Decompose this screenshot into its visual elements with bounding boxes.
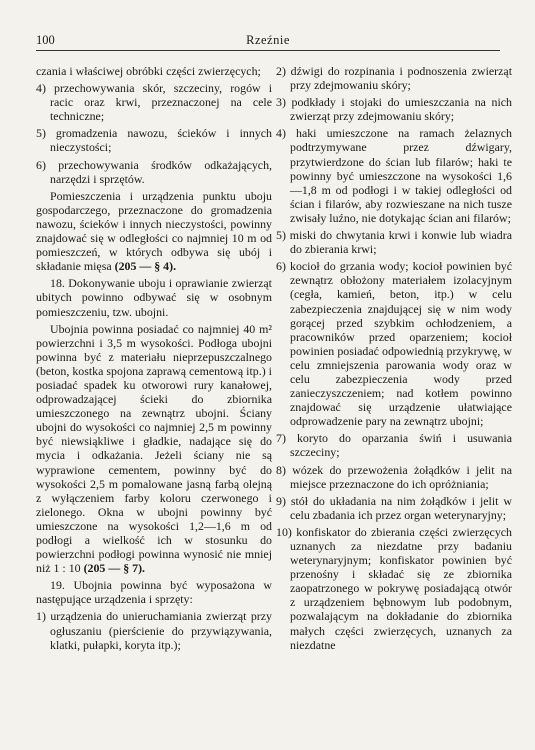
legal-reference: (205 — § 7). [83,561,146,576]
paragraph [276,259,512,428]
paragraph-text: czania i właściwej obróbki części zwierzęcych; [36,64,261,78]
paragraph-text: 8) wózek do przewożenia żołądków i jelit na miejsce przeznaczone do ich opróżniania; [276,462,512,491]
paragraph-text: 9) stół do układania na nim żołądków i jelit w celu zbadania ich przez organ weterynaryjny; [276,493,512,522]
paragraph-text: 4) przechowywania skór, szczeciny, rogów i racic oraz krwi, przeznaczonej na cele techniczne; [36,81,272,124]
paragraph [276,463,512,491]
paragraph [276,95,512,123]
paragraph [36,64,272,78]
paragraph-text: 18. Dokonywanie uboju i oprawianie zwierząt ubitych powinno odbywać się w osobnym pomieszczeniu, tzw. ubojni. [36,276,272,319]
page-number: 100 [36,33,55,47]
paragraph [276,228,512,256]
paragraph [36,189,272,274]
paragraph-text: 5) gromadzenia nawozu, ścieków i innych nieczystości; [36,126,272,155]
paragraph-text: 1) urządzenia do unieruchamiania zwierząt przy ogłuszaniu (pierścienie do przywiązywania, klatki, pułapki, koryta itp.); [36,609,272,652]
paragraph-text: 4) haki umieszczone na ramach żelaznych podtrzymywane przez dźwigary, przytwierdzone do ścian lub filarów; haki te powinny być umieszczone na wysokości 1,6—1,8 m od podłogi i w takiej odległości od ścian i filarów, aby rozwieszane na nich tusze zwisały luźno, nie dotykając ścian ani filarów; [276,126,512,225]
paragraph [36,322,272,576]
paragraph-text: 10) konfiskator do zbierania części zwierzęcych uznanych za niezdatne przy badaniu weterynaryjnym; konfiskator powinien być przenośny i składać się ze zbiornika zaopatrzonego w pokrywę posiadającą otwór z urządzeniem bębnowym lub podobnym, pozwalającym na dokładanie do zbiornika małych części zwierzęcych, uznanych za niezdatne [276,524,512,652]
paragraph-text: 2) dźwigi do rozpinania i podnoszenia zwierząt przy zdejmowaniu skóry; [276,64,512,93]
paragraph-text: 5) miski do chwytania krwi i konwie lub wiadra do zbierania krwi; [276,228,512,257]
paragraph [36,81,272,123]
paragraph-text: 19. Ubojnia powinna być wyposażona w następujące urządzenia i sprzęty: [36,578,272,607]
paragraph [276,126,512,225]
paragraph [36,126,272,154]
paragraph [36,276,272,318]
paragraph [36,578,272,606]
paragraph-text: 6) przechowywania środków odkażających, narzędzi i sprzętów. [36,157,272,186]
paragraph-text: 3) podkłady i stojaki do umieszczania na nich zwierząt przy zdejmowaniu skóry; [276,95,512,124]
left-column [36,64,272,655]
paragraph-text: Pomieszczenia i urządzenia punktu uboju gospodarczego, przeznaczone do gromadzenia nawozu, ścieków i innych nieczystości, powinny znajdować się w odległości co najmniej 10 m od pomieszczeń, w których odbywa się ubój i składanie mięsa [36,188,272,274]
paragraph [36,158,272,186]
paragraph-text: 7) koryto do oparzania świń i usuwania szczeciny; [276,431,512,460]
paragraph-text: 6) kocioł do grzania wody; kocioł powinien być zewnątrz obłożony materiałem izolacyjnym (cegła, kamień, beton, itp.) w celu zabezpieczenia znajdującej się w nim wody gorącej przed szybkim ochłodzeniem, a pracowników przed oparzeniem; kocioł powinien posiadać odpowiednią przykrywę, w celu zmniejszenia parowania wody oraz w celu zabezpieczenia wody przed zanieczyszczeniem; nad kotłem powinno znajdować się urządzenie ułatwiające odprowadzenie pary na zewnątrz ubojni; [276,259,512,429]
paragraph [276,431,512,459]
right-column [276,64,512,655]
paragraph [276,64,512,92]
legal-reference: (205 — § 4). [114,259,177,274]
running-title: Rzeźnie [246,33,290,47]
paragraph [276,494,512,522]
paragraph [276,525,512,652]
paragraph-text: Ubojnia powinna posiadać co najmniej 40 m² powierzchni i 3,5 m wysokości. Podłoga ubojni powinna być z materiału nieprzepuszczalnego (beton, kostka spojona zaprawą cementową itp.) i posiadać spadek ku otworowi rury kanałowej, odprowadzającej ścieki do zbiornika umieszczonego na zewnątrz ubojni. Ściany ubojni do wysokości co najmniej 2,5 m powinny być niewsiąkliwe i gładkie, nadające się do mycia i odkażania. Jeżeli ściany nie są wyprawione cementem, powinny być do wysokości 2,5 m pomalowane jasną farbą olejną z wyłączeniem farby koloru czerwonego i zielonego. Okna w ubojni powinny być umieszczone na wysokości 1,2—1,6 m od podłogi a wielkość ich w stosunku do powierzchni podłogi powinna wynosić nie mniej niż 1 : 10 [36,321,272,576]
page-header [36,30,500,51]
paragraph [36,609,272,651]
